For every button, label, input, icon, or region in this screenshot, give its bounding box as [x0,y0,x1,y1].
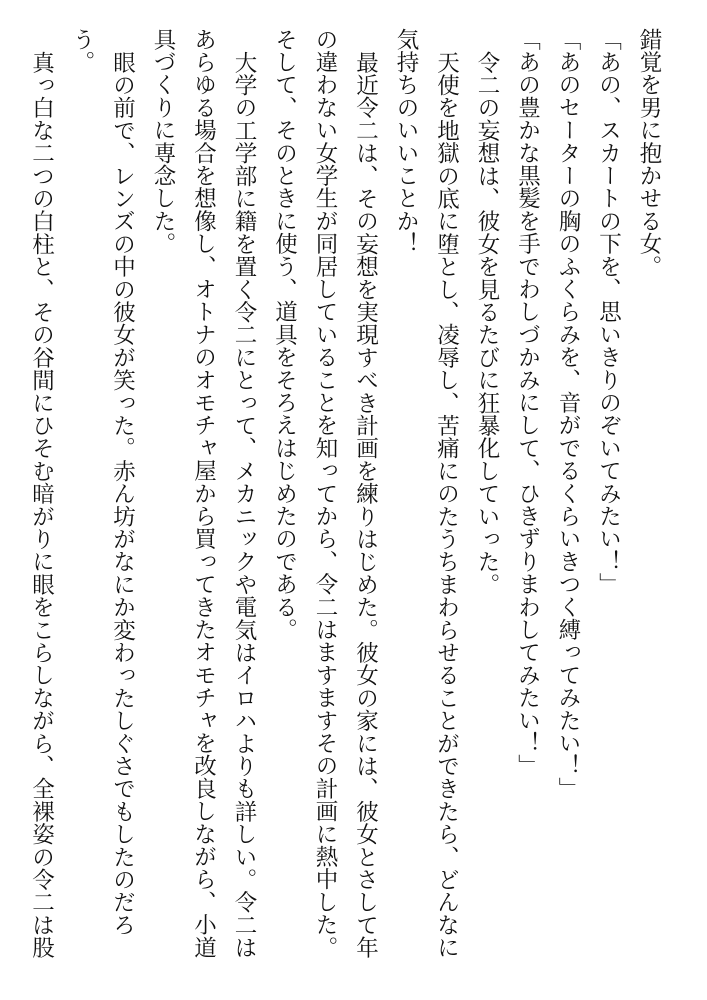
paragraph-quote-hair: 「あの豊かな黒髪を手でわしづかみにして、ひきずりまわしてみたい！」 [514,28,541,778]
paragraph-quote-skirt: 「あの、スカートの下を、思いきりのぞいてみたい！」 [595,28,622,596]
paragraph-lens: 眼の前で、レンズの中の彼女が笑った。赤ん坊がなにか変わったしぐさでもしたのだろう。 [69,28,136,936]
paragraph-angel: 天使を地獄の底に堕とし、凌辱し、苦痛にのたうちまわらせることができたら、どんなに気持ちのいいことか！ [393,28,460,959]
paragraph-illusion: 錯覚を男に抱かせる女。 [636,28,662,278]
paragraph-plan: 最近令二は、その妄想を実現すべき計画を練りはじめた。彼女の家には、彼女とさして年の違わない女学生が同居していることを知ってから、令二はますますその計画に熱中した。 [312,28,379,959]
paragraph-delusion: 令二の妄想は、彼女を見るたびに狂暴化していった。 [474,50,500,596]
paragraph-engineering: 大学の工学部に籍を置く令二にとって、メカニックや電気はイロハよりも詳しい。令二はあらゆる場合を想像し、オトナのオモチャ屋から買ってきたオモチャを改良しながら、小道具づくりに専念した。 [150,28,257,959]
paragraph-pillars: 真っ白な二つの白柱と、その谷間にひそむ暗がりに眼をこらしながら、全裸姿の令二は股 [29,50,55,959]
paragraph-quote-sweater: 「あのセーターの胸のふくらみを、音がでるくらいきつく縛ってみたい！」 [555,28,581,800]
vertical-text-body [29,28,669,978]
paragraph-tools: そして、そのときに使う、道具をそろえはじめたのである。 [271,28,298,641]
